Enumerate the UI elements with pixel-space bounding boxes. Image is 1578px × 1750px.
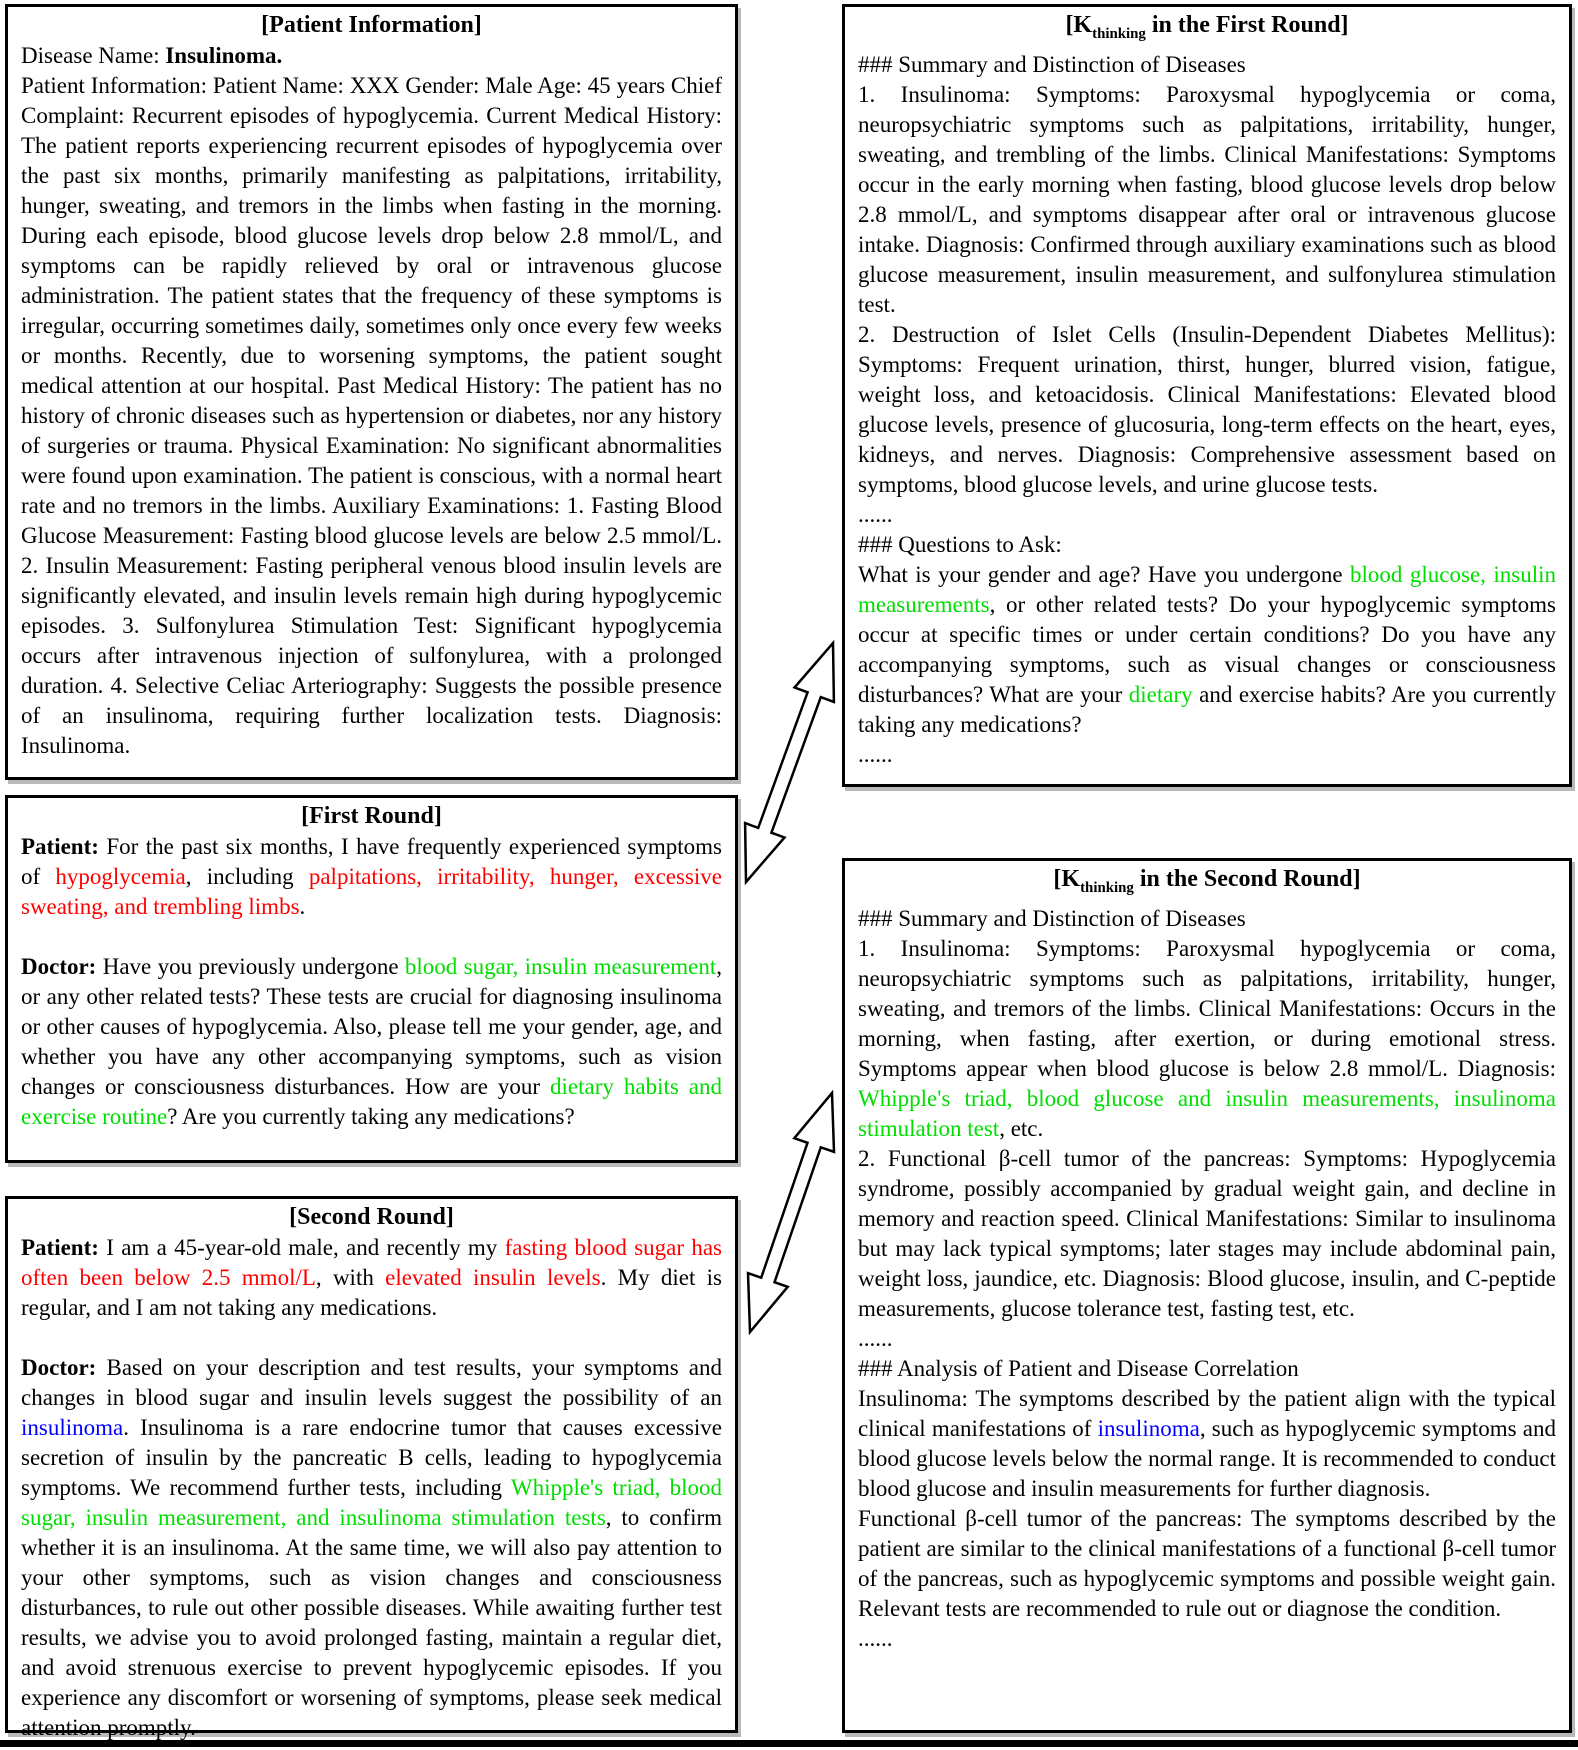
text-segment: , etc. — [999, 1115, 1044, 1141]
paragraph — [21, 41, 722, 71]
paragraph — [858, 80, 1556, 320]
text-segment: ? Are you currently taking any medications? — [167, 1104, 575, 1129]
text-segment: [Second Round] — [289, 1204, 454, 1230]
text-segment: Doctor: — [21, 1355, 97, 1380]
highlight-red-text: fasting blood sugar has often been below 2.5 mmol/L — [21, 1235, 723, 1290]
highlight-red-text: elevated insulin levels — [385, 1265, 601, 1290]
text-segment: Doctor: — [21, 954, 97, 979]
paragraph — [858, 320, 1556, 500]
text-segment: What is your gender and age? Have you undergone — [858, 561, 1351, 587]
text-segment: Insulinoma. — [165, 43, 283, 68]
highlight-green-text: dietary habits and exercise routine — [21, 1074, 722, 1129]
highlight-red-text: palpitations, irritability, hunger, excessive sweating, and trembling limbs — [21, 864, 722, 919]
paragraph — [21, 1323, 722, 1353]
paragraph — [21, 832, 722, 922]
paragraph — [858, 934, 1556, 1144]
text-segment: Patient: — [21, 1235, 99, 1260]
paragraph — [21, 71, 722, 761]
text-segment: in the Second Round] — [1133, 866, 1361, 892]
kthinking-second-round-title — [858, 864, 1556, 904]
paragraph — [858, 1354, 1556, 1384]
highlight-green-text: blood sugar, insulin measurement — [404, 954, 717, 979]
highlight-green-text: blood glucose, insulin measurements — [858, 561, 1556, 617]
kthinking-second-round-body — [858, 904, 1556, 1654]
highlight-blue-text: insulinoma — [1097, 1415, 1200, 1441]
paragraph — [858, 904, 1556, 934]
paragraph — [858, 500, 1556, 530]
text-segment: ### Summary and Distinction of Diseases — [858, 51, 1246, 77]
text-segment: in the First Round] — [1145, 12, 1349, 38]
text-segment: 2. Functional β-cell tumor of the pancreas: Symptoms: Hypoglycemia syndrome, possibly accompanied by gradual weight gain, and decline in memory and reaction speed. Clinical Manifestations: Similar to insulinoma but may lack typical symptoms; later stages may include abdominal pain, weight loss, jaundice, etc. Diagnosis: Blood glucose, insulin, and C-peptide measurements, glucose tolerance test, fasting test, etc. — [858, 1145, 1556, 1321]
text-segment: ### Summary and Distinction of Diseases — [858, 905, 1246, 931]
highlight-green-text: dietary — [1128, 681, 1193, 707]
first-round-body — [21, 832, 722, 1132]
text-segment: I am a 45-year-old male, and recently my — [98, 1235, 505, 1260]
text-segment: ...... — [858, 1625, 893, 1651]
kthinking-first-round-box — [842, 4, 1572, 787]
kthinking-first-round-title — [858, 10, 1556, 50]
first-round-title — [21, 801, 722, 832]
text-segment: , or other related tests? Do your hypoglycemic symptoms occur at specific times or under certain conditions? Do you have any accompanying symptoms, such as visual changes or consciousness disturbances? What are your — [858, 591, 1556, 707]
kthinking-first-round-body — [858, 50, 1556, 770]
paragraph — [21, 1353, 722, 1743]
highlight-red-text: hypoglycemia — [55, 864, 186, 889]
paragraph — [858, 1384, 1556, 1504]
text-segment: . — [299, 894, 306, 919]
text-segment: , including — [185, 864, 309, 889]
paragraph — [21, 952, 722, 1132]
text-segment: Patient Information: Patient Name: XXX Gender: Male Age: 45 years Chief Complaint: Recurrent episodes of hypoglycemia. Current Medical History: The patient reports experiencing recurrent episodes of hypoglycemia over the past six months, primarily manifesting as palpitations, irritability, hunger, sweating, and tremors in the limbs when fasting in the morning. During each episode, blood glucose levels drop below 2.8 mmol/L, and symptoms can be rapidly relieved by oral or intravenous glucose administration. The patient states that the frequency of these symptoms is irregular, occurring sometimes daily, sometimes only once every few weeks or months. Recently, due to worsening symptoms, the patient sought medical attention at our hospital. Past Medical History: The patient has no history of chronic diseases such as hypertension or diabetes, nor any history of surgeries or trauma. Physical Examination: No significant abnormalities were found upon examination. The patient is conscious, with a normal heart rate and no tremors in the limbs. Auxiliary Examinations: 1. Fasting Blood Glucose Measurement: Fasting blood glucose levels are below 2.5 mmol/L. 2. Insulin Measurement: Fasting peripheral venous blood insulin levels are significantly elevated, and insulin levels remain high during hypoglycemic episodes. 3. Sulfonylurea Stimulation Test: Significant hypoglycemia occurs after intravenous injection of sulfonylurea, with a prolonged duration. 4. Selective Celiac Arteriography: Suggests the possible presence of an insulinoma, requiring further localization tests. Diagnosis: Insulinoma. — [21, 73, 722, 758]
text-segment: ### Questions to Ask: — [858, 531, 1062, 557]
highlight-green-text: Whipple's triad, blood sugar, insulin measurement, and insulinoma stimulation tests — [21, 1475, 722, 1530]
text-segment: , such as hypoglycemic symptoms and blood glucose levels below the normal range. It is recommended to conduct blood glucose and insulin measurements for further diagnosis. — [858, 1415, 1556, 1501]
text-segment: For the past six months, I have frequently experienced symptoms of — [21, 834, 722, 889]
text-segment: ### Analysis of Patient and Disease Correlation — [858, 1355, 1299, 1381]
text-segment: 2. Destruction of Islet Cells (Insulin-Dependent Diabetes Mellitus): Symptoms: Frequent urination, thirst, hunger, blurred vision, fatigue, weight loss, and ketoacidosis. Clinical Manifestations: Elevated blood glucose levels, presence of glucosuria, long-term effects on the heart, eyes, kidneys, and nerves. Diagnosis: Comprehensive assessment based on symptoms, blood glucose levels, and urine glucose tests. — [858, 321, 1556, 497]
bidirectional-arrow-second-round-icon — [748, 1093, 834, 1332]
highlight-green-text: Whipple's triad, blood glucose and insulin measurements, insulinoma stimulation test — [858, 1085, 1556, 1141]
text-segment: [Patient Information] — [261, 12, 482, 38]
paragraph — [21, 922, 722, 952]
text-segment: thinking — [1092, 25, 1146, 42]
text-segment: ...... — [858, 1325, 893, 1351]
patient-information-box — [5, 4, 738, 780]
kthinking-second-round-box — [842, 858, 1572, 1733]
patient-information-title — [21, 10, 722, 41]
text-segment: Functional β-cell tumor of the pancreas: The symptoms described by the patient are similar to the clinical manifestations of a functional β-cell tumor of the pancreas, such as hypoglycemic symptoms and possible weight gain. Relevant tests are recommended to rule out or diagnose the condition. — [858, 1505, 1556, 1621]
text-segment: Have you previously undergone — [96, 954, 405, 979]
patient-information-body — [21, 41, 722, 761]
paragraph — [858, 1144, 1556, 1324]
text-segment: [K — [1053, 866, 1081, 892]
text-segment: ...... — [858, 501, 893, 527]
text-segment: [K — [1065, 12, 1093, 38]
highlight-blue-text: insulinoma — [21, 1415, 124, 1440]
paragraph — [858, 560, 1556, 740]
figure-bottom-rule — [0, 1740, 1578, 1747]
text-segment: . My diet is regular, and I am not taking any medications. — [21, 1265, 723, 1320]
text-segment: 1. Insulinoma: Symptoms: Paroxysmal hypoglycemia or coma, neuropsychiatric symptoms such as palpitations, irritability, hunger, sweating, and tremors of the limbs. Clinical Manifestations: Occurs in the morning, when fasting, after exertion, or during emotional stress. Symptoms appear when blood glucose is below 2.8 mmol/L. Diagnosis: — [858, 935, 1556, 1081]
text-segment: Insulinoma: The symptoms described by the patient align with the typical clinical manifestations of — [858, 1385, 1556, 1441]
text-segment: Based on your description and test results, your symptoms and changes in blood sugar and insulin levels suggest the possibility of an — [21, 1355, 722, 1410]
text-segment: Disease Name: — [21, 43, 166, 68]
text-segment: . Insulinoma is a rare endocrine tumor that causes excessive secretion of insulin by the pancreatic B cells, leading to hypoglycemia symptoms. We recommend further tests, including — [21, 1415, 722, 1500]
paragraph — [858, 1624, 1556, 1654]
bidirectional-arrow-first-round-icon — [745, 643, 834, 882]
text-segment: , with — [315, 1265, 386, 1290]
paragraph — [858, 740, 1556, 770]
text-segment: and exercise habits? Are you currently taking any medications? — [858, 681, 1556, 737]
text-segment: thinking — [1080, 879, 1134, 896]
paragraph — [858, 1324, 1556, 1354]
text-segment: , to confirm whether it is an insulinoma. At the same time, we will also pay attention to your other symptoms, such as vision changes and consciousness disturbances, to rule out other possible diseases. While awaiting further test results, we advise you to avoid prolonged fasting, maintain a regular diet, and avoid strenuous exercise to prevent hypoglycemic episodes. If you experience any discomfort or worsening of symptoms, please seek medical attention promptly. — [21, 1505, 723, 1740]
first-round-dialogue-box — [5, 795, 738, 1163]
text-segment: ...... — [858, 741, 893, 767]
text-segment: Patient: — [21, 834, 99, 859]
text-segment: [First Round] — [301, 803, 442, 829]
paragraph — [858, 530, 1556, 560]
paragraph — [21, 1233, 722, 1323]
text-segment: 1. Insulinoma: Symptoms: Paroxysmal hypoglycemia or coma, neuropsychiatric symptoms such as palpitations, irritability, hunger, sweating, and trembling of the limbs. Clinical Manifestations: Symptoms occur in the early morning when fasting, blood glucose levels drop below 2.8 mmol/L, and symptoms disappear after oral or intravenous glucose intake. Diagnosis: Confirmed through auxiliary examinations such as blood glucose measurement, insulin measurement, and sulfonylurea stimulation test. — [858, 81, 1556, 317]
paragraph — [858, 1504, 1556, 1624]
second-round-dialogue-box — [5, 1196, 738, 1740]
second-round-body — [21, 1233, 722, 1743]
text-segment: , or any other related tests? These tests are crucial for diagnosing insulinoma or other causes of hypoglycemia. Also, please tell me your gender, age, and whether you have any other accompanying symptoms, such as vision changes or consciousness disturbances. How are your — [21, 954, 722, 1099]
paragraph — [858, 50, 1556, 80]
second-round-title — [21, 1202, 722, 1233]
